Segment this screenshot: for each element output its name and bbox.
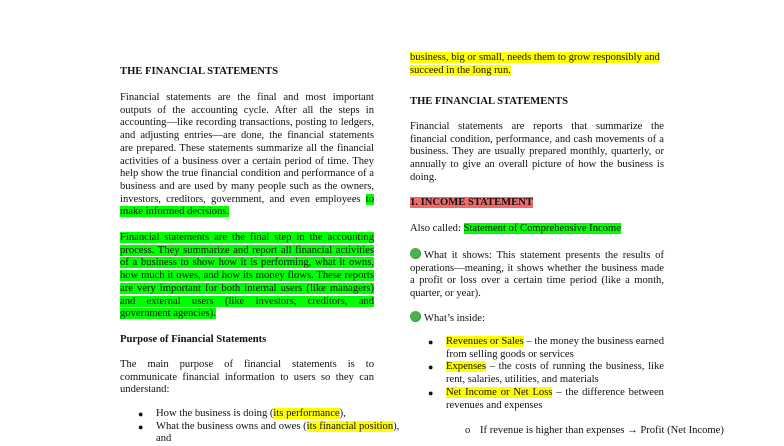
bullet-highlight: Revenues or Sales xyxy=(446,336,524,347)
whats-inside-line xyxy=(410,311,664,326)
list-item xyxy=(120,421,410,446)
inside-bullet-list xyxy=(410,336,664,412)
bullet-mark: ● xyxy=(428,337,434,347)
bullet-mark: ● xyxy=(138,409,144,419)
whats-inside-label: What’s inside: xyxy=(424,313,485,324)
left-paragraph-1-highlight: to make informed decisions. xyxy=(120,193,374,218)
also-called-highlight: Statement of Comprehensive Income xyxy=(463,223,621,234)
left-paragraph-1 xyxy=(120,92,374,219)
what-it-shows-paragraph xyxy=(410,248,664,301)
bullet-text: – the money the business earned from selling goods or services xyxy=(446,336,664,360)
purpose-heading: Purpose of Financial Statements xyxy=(120,334,267,345)
bullet-text-after: ), xyxy=(339,408,346,419)
also-called-label: Also called: xyxy=(410,223,464,234)
right-title: THE FINANCIAL STATEMENTS xyxy=(410,96,568,107)
income-statement-heading xyxy=(410,197,664,210)
list-item xyxy=(410,387,664,412)
sub-bullet-mark: o xyxy=(465,425,471,436)
bullet-text: – the costs of running the business, like rent, salaries, utilities, and materials xyxy=(446,361,664,386)
left-paragraph-2-highlight: Financial statements are the final step in the accounting process. They summarize and report all financial activities of a business to show how it is performing, what it owns, how much it owes, and how its money flows. These reports are very important for both internal users (like managers) and external users (like investors, creditors, and government agencies). xyxy=(120,232,374,320)
left-paragraph-2 xyxy=(120,232,374,321)
right-continuation xyxy=(410,52,664,77)
left-title: THE FINANCIAL STATEMENTS xyxy=(120,66,278,77)
sub-bullet-item xyxy=(410,425,734,438)
bullet-highlight: Expenses xyxy=(446,361,487,373)
right-intro-paragraph: Financial statements are reports that summarize the financial condition, performance, and cash movements of a business. They are usually prepared monthly, quarterly, or annually to give an overall picture of how the business is doing. xyxy=(410,121,664,183)
purpose-paragraph: The main purpose of financial statements is to communicate financial information to users so they can understand: xyxy=(120,359,374,396)
purpose-bullet-list xyxy=(120,408,410,446)
bullet-highlight: its performance xyxy=(273,408,340,419)
right-continuation-highlight: business, big or small, needs them to grow responsibly and succeed in the long run. xyxy=(410,52,660,76)
right-column xyxy=(410,0,724,436)
list-item xyxy=(410,361,664,386)
left-paragraph-1-text: Financial statements are the final and most important outputs of the accounting cycle. After all the steps in accounting—like recording transactions, posting to ledgers, and adjusting entries—are done, the financial statements are prepared. These statements summarize all the financial activities of a business over a certain period of time. They help show the true financial condition and performance of a business and are used by many people such as the owners, investors, creditors, government, and even employees xyxy=(120,92,374,205)
bullet-highlight: its financial position xyxy=(306,420,394,432)
list-item xyxy=(410,336,664,361)
income-statement-heading-highlight: 1. INCOME STATEMENT xyxy=(410,197,533,208)
bullet-text-after: ), and xyxy=(156,420,400,445)
bullet-text: What the business owns and owes ( xyxy=(156,420,307,432)
bullet-text: How the business is doing ( xyxy=(156,408,274,419)
bullet-mark: ● xyxy=(428,387,434,398)
green-circle-icon xyxy=(410,311,421,322)
sub-bullet-text: If revenue is higher than expenses → Profit (Net Income) xyxy=(480,425,724,436)
list-item xyxy=(120,408,410,421)
bullet-highlight: Net Income or Net Loss xyxy=(446,386,553,398)
bullet-mark: ● xyxy=(138,421,144,432)
bullet-text: – the difference between revenues and expenses xyxy=(446,386,664,411)
what-it-shows-text: What it shows: This statement presents the results of operations—meaning, it shows whether the business made a profit or loss over a certain time period (like a month, quarter, or year). xyxy=(410,250,664,300)
also-called-line xyxy=(410,223,664,236)
bullet-mark: ● xyxy=(428,362,434,373)
green-circle-icon xyxy=(410,248,421,259)
